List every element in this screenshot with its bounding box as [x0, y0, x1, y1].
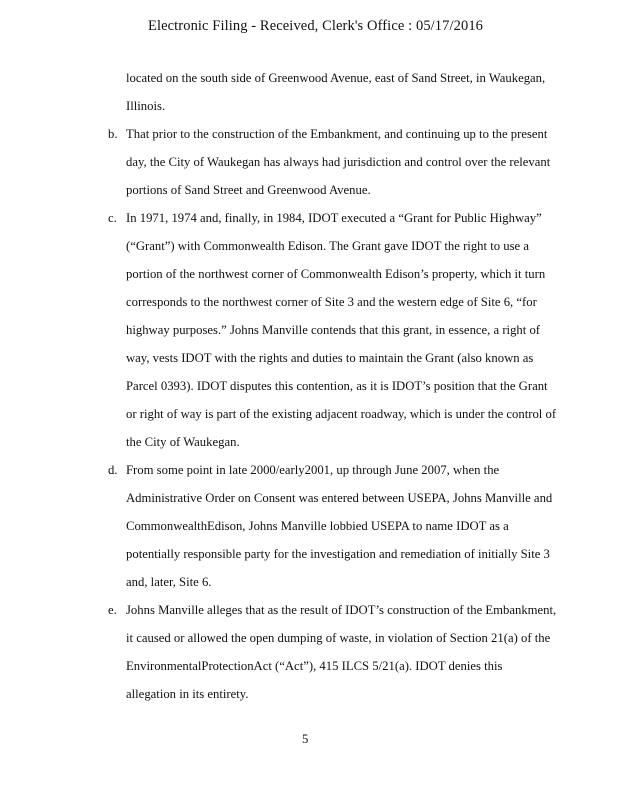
filing-header: Electronic Filing - Received, Clerk's Office : 05/17/2016 [148, 18, 484, 34]
item-d-marker: d. [108, 463, 118, 477]
item-e-line: EnvironmentalProtectionAct (“Act”), 415 ILCS 5/21(a). IDOT denies this [126, 659, 503, 673]
continuation-line: Illinois. [126, 99, 166, 113]
page-number: 5 [302, 732, 309, 746]
item-e-line: Johns Manville alleges that as the result of IDOT’s construction of the Embankment, [126, 603, 557, 617]
item-c-line: highway purposes.” Johns Manville contends that this grant, in essence, a right of [126, 323, 541, 337]
continuation-line: located on the south side of Greenwood Avenue, east of Sand Street, in Waukegan, [126, 71, 546, 85]
item-c-marker: c. [108, 211, 117, 225]
item-b-line: day, the City of Waukegan has always had jurisdiction and control over the relevant [126, 155, 551, 169]
item-d-line: From some point in late 2000/early2001, up through June 2007, when the [126, 463, 500, 477]
item-c-line: portion of the northwest corner of Commonwealth Edison’s property, which it turn [126, 267, 546, 281]
item-e-marker: e. [108, 603, 117, 617]
item-b-line: portions of Sand Street and Greenwood Avenue. [126, 183, 371, 197]
item-c-line: way, vests IDOT with the rights and duties to maintain the Grant (also known as [126, 351, 534, 365]
item-e-line: allegation in its entirety. [126, 687, 249, 701]
item-c-line: Parcel 0393). IDOT disputes this contention, as it is IDOT’s position that the Grant [126, 379, 548, 393]
item-b-marker: b. [108, 127, 118, 141]
item-e-line: it caused or allowed the open dumping of waste, in violation of Section 21(a) of the [126, 631, 551, 645]
item-c-line: or right of way is part of the existing adjacent roadway, which is under the control of [126, 407, 557, 421]
item-c-line: corresponds to the northwest corner of Site 3 and the western edge of Site 6, “for [126, 295, 537, 309]
item-c-line: (“Grant”) with Commonwealth Edison. The Grant gave IDOT the right to use a [126, 239, 529, 253]
item-c-line: the City of Waukegan. [126, 435, 240, 449]
item-d-line: and, later, Site 6. [126, 575, 212, 589]
item-d-line: potentially responsible party for the investigation and remediation of initially Site 3 [126, 547, 550, 561]
item-b-line: That prior to the construction of the Embankment, and continuing up to the present [126, 127, 548, 141]
item-c-line: In 1971, 1974 and, finally, in 1984, IDOT executed a “Grant for Public Highway” [126, 211, 542, 225]
item-d-line: CommonwealthEdison, Johns Manville lobbied USEPA to name IDOT as a [126, 519, 509, 533]
item-d-line: Administrative Order on Consent was entered between USEPA, Johns Manville and [126, 491, 553, 505]
